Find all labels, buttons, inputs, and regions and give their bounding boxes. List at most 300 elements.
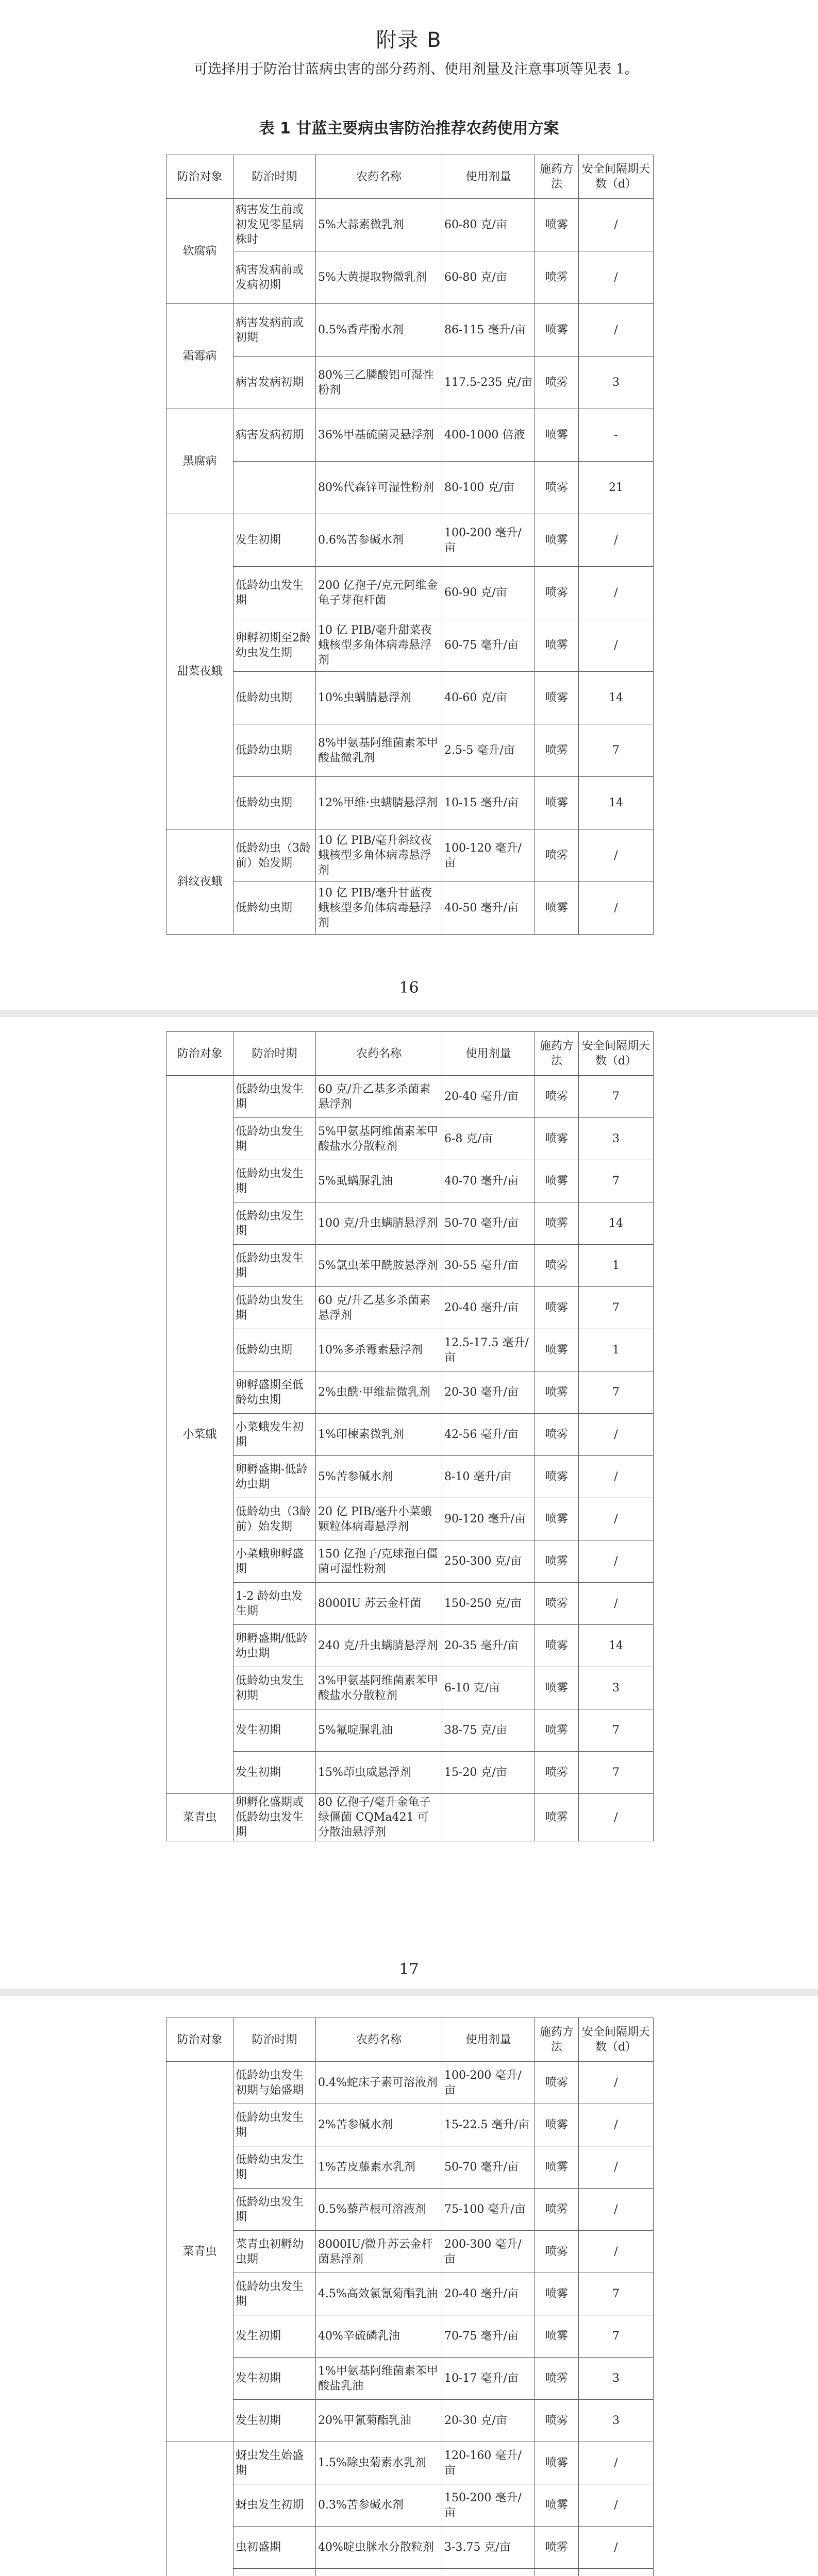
cell-dose: 20-35 毫升/亩 [442,1625,535,1667]
table-row [166,1540,654,1583]
cell-period: 发生初期 [233,514,316,567]
cell-dose: 6-10 克/亩 [442,1667,535,1709]
cell-interval: / [579,2442,654,2484]
header-name: 农药名称 [316,155,442,199]
cell-interval: 21 [579,462,654,514]
cell-target: 霜霉病 [166,304,233,409]
cell-period: 虫初盛期 [233,2527,316,2569]
header-period: 防治时期 [233,155,316,199]
table-row [166,1118,654,1160]
cell-method: 喷雾 [535,1160,579,1202]
page-separator [0,1989,818,1996]
cell-interval: / [579,251,654,304]
cell-period [233,2569,316,2576]
table-row [166,1160,654,1202]
cell-interval: 7 [579,1287,654,1329]
table-row [166,1371,654,1414]
table-row [166,2315,654,2358]
cell-method: 喷雾 [535,2442,579,2484]
cell-dose: 20-30 毫升/亩 [442,1371,535,1414]
cell-method: 喷雾 [535,199,579,251]
cell-interval: / [579,199,654,251]
cell-method: 喷雾 [535,882,579,935]
cell-interval: 14 [579,777,654,829]
cell-dose: 400-1000 倍液 [442,409,535,462]
cell-target: 斜纹夜蛾 [166,829,233,935]
cell-dose: 75-100 毫升/亩 [442,2189,535,2231]
cell-dose: 150-250 克/亩 [442,1583,535,1625]
cell-name: 1.5%除虫菊素水乳剂 [316,2442,442,2484]
cell-period: 菜青虫初孵幼虫期 [233,2231,316,2273]
cell-method: 喷雾 [535,304,579,357]
page-2 [0,1017,818,1944]
intro-paragraph: 可选择用于防治甘蓝病虫害的部分药剂、使用剂量及注意事项等见表 1。 [194,61,639,77]
cell-name: 8000IU 苏云金杆菌 [316,1583,442,1625]
cell-interval: 7 [579,1371,654,1414]
cell-name: 1%印楝素微乳剂 [316,1414,442,1456]
cell-interval: / [579,2146,654,2189]
cell-name: 1%苦皮藤素水乳剂 [316,2146,442,2189]
cell-period: 低龄幼虫期 [233,882,316,935]
cell-method: 喷雾 [535,357,579,409]
cell-name: 10%多杀霉素悬浮剂 [316,1329,442,1371]
table-row [166,2358,654,2400]
cell-period: 低龄幼虫期 [233,724,316,777]
cell-interval: / [579,2231,654,2273]
cell-interval: / [579,619,654,672]
cell-name: 40%辛硫磷乳油 [316,2315,442,2358]
header-name: 农药名称 [316,1032,442,1076]
cell-target: 小菜蛾 [166,1076,233,1794]
cell-name: 0.4%蛇床子素可溶液剂 [316,2062,442,2104]
cell-interval: 7 [579,1752,654,1794]
cell-interval: / [579,2104,654,2146]
cell-method: 喷雾 [535,1709,579,1752]
cell-dose: 15-20 克/亩 [442,1752,535,1794]
cell-period [233,462,316,514]
table-row [166,672,654,724]
cell-interval: / [579,1583,654,1625]
cell-period: 病害发生前或初发见零星病株时 [233,199,316,251]
cell-dose: 200-300 毫升/亩 [442,2231,535,2273]
cell-period: 发生初期 [233,2358,316,2400]
cell-period: 发生初期 [233,1709,316,1752]
cell-name: 0.6%苦参碱水剂 [316,514,442,567]
cell-dose: 86-115 毫升/亩 [442,304,535,357]
cell-name: 10 亿 PIB/毫升斜纹夜蛾核型多角体病毒悬浮剂 [316,829,442,882]
cell-interval: 7 [579,2315,654,2358]
cell-period: 1-2 龄幼虫发生期 [233,1583,316,1625]
cell-target: 黑腐病 [166,409,233,514]
table-row [166,2146,654,2189]
header-dose: 使用剂量 [442,2018,535,2062]
cell-dose: 100-120 毫升/亩 [442,829,535,882]
header-target: 防治对象 [166,2018,233,2062]
header-interval: 安全间隔期天数（d） [579,155,654,199]
table-row [166,2400,654,2442]
header-target: 防治对象 [166,1032,233,1076]
cell-name: 0.5%藜芦根可溶液剂 [316,2189,442,2231]
cell-target: 甜菜夜蛾 [166,514,233,829]
cell-period: 低龄幼虫发生期 [233,2104,316,2146]
cell-method: 喷雾 [535,1371,579,1414]
cell-period: 低龄幼虫发生期 [233,1118,316,1160]
cell-period: 低龄幼虫发生期 [233,1245,316,1287]
header-method: 施药方法 [535,155,579,199]
cell-interval: 3 [579,357,654,409]
cell-name: 4.5%高效氯氰菊酯乳油 [316,2273,442,2315]
cell-dose: 8-10 毫升/亩 [442,1456,535,1498]
table-row [166,2442,654,2484]
cell-name: 5%大黄提取物微乳剂 [316,251,442,304]
cell-method: 喷雾 [535,2315,579,2358]
table-row [166,1329,654,1371]
table-row [166,882,654,935]
table-row [166,829,654,882]
cell-name: 150 亿孢子/克球孢白僵菌可湿性粉剂 [316,1540,442,1583]
cell-dose: 70-75 毫升/亩 [442,2315,535,2358]
header-period: 防治时期 [233,2018,316,2062]
cell-method: 喷雾 [535,2189,579,2231]
cell-name: 10 亿 PIB/毫升甘蓝夜蛾核型多角体病毒悬浮剂 [316,882,442,935]
cell-method: 喷雾 [535,619,579,672]
table-row [166,1794,654,1841]
cell-period: 低龄幼虫发生初期 [233,1667,316,1709]
table-row [166,2231,654,2273]
cell-dose: 12.5-17.5 毫升/亩 [442,1329,535,1371]
pesticide-table-page-3 [166,2018,654,2576]
cell-dose: 60-80 克/亩 [442,251,535,304]
cell-dose: 20-40 毫升/亩 [442,1287,535,1329]
page-separator [0,1010,818,1017]
cell-method: 喷雾 [535,1245,579,1287]
cell-period: 低龄幼虫发生期 [233,2146,316,2189]
cell-name: 5%大蒜素微乳剂 [316,199,442,251]
cell-interval: / [579,567,654,619]
cell-interval: 3 [579,2400,654,2442]
table-row [166,1287,654,1329]
cell-name: 2%虫酰·甲维盐微乳剂 [316,1371,442,1414]
cell-dose: 90-120 毫升/亩 [442,1498,535,1540]
cell-period: 低龄幼虫发生期 [233,1287,316,1329]
header-interval: 安全间隔期天数（d） [579,2018,654,2062]
cell-method: 喷雾 [535,409,579,462]
cell-period: 低龄幼虫期 [233,672,316,724]
cell-interval: / [579,1414,654,1456]
header-period: 防治时期 [233,1032,316,1076]
cell-dose: 50-70 毫升/亩 [442,2146,535,2189]
table-row [166,2273,654,2315]
cell-period: 发生初期 [233,2400,316,2442]
cell-name: 100 克/升虫螨腈悬浮剂 [316,1202,442,1245]
cell-dose: 3-3.75 克/亩 [442,2527,535,2569]
cell-interval: 7 [579,2273,654,2315]
cell-period: 病害发病初期 [233,409,316,462]
cell-method: 喷雾 [535,1752,579,1794]
cell-method: 喷雾 [535,724,579,777]
pesticide-table-page-2 [166,1031,654,1841]
cell-name: 10%虫螨腈悬浮剂 [316,672,442,724]
cell-method: 喷雾 [535,1076,579,1118]
cell-name: 80 亿孢子/毫升金龟子绿僵菌 CQMa421 可分散油悬浮剂 [316,1794,442,1841]
cell-name: 8%甲氨基阿维菌素苯甲酸盐微乳剂 [316,724,442,777]
cell-name: 0.3%苦参碱水剂 [316,2484,442,2527]
cell-name: 5%苦参碱水剂 [316,1456,442,1498]
header-dose: 使用剂量 [442,155,535,199]
cell-interval: / [579,2062,654,2104]
cell-interval: - [579,409,654,462]
cell-interval: / [579,514,654,567]
table-row [166,357,654,409]
cell-interval: 7 [579,1709,654,1752]
table-row [166,514,654,567]
cell-period: 蚜虫发生始盛期 [233,2442,316,2484]
header-name: 农药名称 [316,2018,442,2062]
table-row [166,2062,654,2104]
cell-dose: 50-70 毫升/亩 [442,1202,535,1245]
cell-dose: 2.5-5 毫升/亩 [442,724,535,777]
table-row [166,1709,654,1752]
cell-name: 15%茚虫威悬浮剂 [316,1752,442,1794]
cell-dose: 15-22.5 毫升/亩 [442,2104,535,2146]
cell-method: 喷雾 [535,2400,579,2442]
table-row [166,462,654,514]
cell-method: 喷雾 [535,514,579,567]
cell-period: 小菜蛾发生初期 [233,1414,316,1456]
cell-period: 病害发病初期 [233,357,316,409]
table-row [166,1414,654,1456]
cell-dose: 60-75 毫升/亩 [442,619,535,672]
cell-dose: 100-200 毫升/亩 [442,2062,535,2104]
cell-period: 低龄幼虫发生期 [233,1160,316,1202]
cell-period: 低龄幼虫期 [233,777,316,829]
cell-name: 5%氟啶脲乳油 [316,1709,442,1752]
table-row [166,619,654,672]
cell-dose: 20-40 毫升/亩 [442,1076,535,1118]
pesticide-table-page-1 [166,155,654,935]
cell-period: 卵孵盛期/低龄幼虫期 [233,1625,316,1667]
cell-interval [579,2569,654,2576]
cell-method: 喷雾 [535,2527,579,2569]
cell-interval: 14 [579,1625,654,1667]
cell-interval: / [579,2527,654,2569]
cell-interval: 3 [579,2358,654,2400]
cell-interval: / [579,1456,654,1498]
table-header-row [166,155,654,199]
table-row [166,251,654,304]
cell-name: 5%甲氨基阿维菌素苯甲酸盐水分散粒剂 [316,1118,442,1160]
cell-method: 喷雾 [535,1118,579,1160]
cell-dose: 10-15 毫升/亩 [442,777,535,829]
cell-name: 200 亿孢子/克元阿维金龟子芽孢杆菌 [316,567,442,619]
cell-dose [442,2569,535,2576]
cell-dose [442,1794,535,1841]
cell-period: 低龄幼虫发生期 [233,1202,316,1245]
table-row [166,1752,654,1794]
cell-method: 喷雾 [535,2231,579,2273]
table-header-row [166,1032,654,1076]
cell-method: 喷雾 [535,251,579,304]
cell-interval: / [579,829,654,882]
page-number-17: 17 [399,1960,419,1978]
cell-interval: / [579,1498,654,1540]
cell-interval: 7 [579,724,654,777]
cell-method: 喷雾 [535,1667,579,1709]
header-target: 防治对象 [166,155,233,199]
table-row [166,1245,654,1287]
cell-name: 20%甲氰菊酯乳油 [316,2400,442,2442]
header-dose: 使用剂量 [442,1032,535,1076]
cell-name: 240 克/升虫螨腈悬浮剂 [316,1625,442,1667]
cell-name: 20 亿 PIB/毫升小菜蛾颗粒体病毒悬浮剂 [316,1498,442,1540]
cell-name: 5%氯虫苯甲酰胺悬浮剂 [316,1245,442,1287]
cell-interval: 7 [579,1160,654,1202]
cell-name [316,2569,442,2576]
cell-dose: 40-70 毫升/亩 [442,1160,535,1202]
cell-method: 喷雾 [535,829,579,882]
cell-interval: 1 [579,1329,654,1371]
cell-method: 喷雾 [535,1498,579,1540]
cell-dose: 38-75 克/亩 [442,1709,535,1752]
header-method: 施药方法 [535,2018,579,2062]
cell-interval: / [579,1540,654,1583]
table-row [166,199,654,251]
cell-dose: 40-50 毫升/亩 [442,882,535,935]
page-number-16: 16 [399,979,419,997]
table-header-row [166,2018,654,2062]
table-row [166,1076,654,1118]
cell-method: 喷雾 [535,672,579,724]
cell-dose: 117.5-235 克/亩 [442,357,535,409]
cell-period: 低龄幼虫发生期 [233,2189,316,2231]
cell-interval: / [579,304,654,357]
cell-period: 病害发病前或初期 [233,304,316,357]
cell-period: 卵孵化盛期或低龄幼虫发生期 [233,1794,316,1841]
cell-name: 8000IU/微升苏云金杆菌悬浮剂 [316,2231,442,2273]
table-row [166,2484,654,2527]
cell-name: 36%甲基硫菌灵悬浮剂 [316,409,442,462]
cell-name: 60 克/升乙基多杀菌素悬浮剂 [316,1076,442,1118]
cell-method: 喷雾 [535,567,579,619]
cell-method: 喷雾 [535,2484,579,2527]
table-row [166,409,654,462]
table-row [166,1456,654,1498]
cell-dose: 250-300 克/亩 [442,1540,535,1583]
header-interval: 安全间隔期天数（d） [579,1032,654,1076]
cell-period: 低龄幼虫发生期 [233,1076,316,1118]
cell-dose: 100-200 毫升/亩 [442,514,535,567]
table-caption: 表 1 甘蓝主要病虫害防治推荐农药使用方案 [259,120,559,138]
cell-method: 喷雾 [535,1625,579,1667]
cell-name: 1%甲氨基阿维菌素苯甲酸盐乳油 [316,2358,442,2400]
cell-dose: 6-8 克/亩 [442,1118,535,1160]
table-row [166,1202,654,1245]
cell-interval: 1 [579,1245,654,1287]
table-row [166,2104,654,2146]
cell-interval: 14 [579,1202,654,1245]
cell-period: 低龄幼虫发生初期与始盛期 [233,2062,316,2104]
cell-dose: 80-100 克/亩 [442,462,535,514]
cell-name: 80%三乙膦酸铝可湿性粉剂 [316,357,442,409]
cell-method: 喷雾 [535,1329,579,1371]
cell-name: 10 亿 PIB/毫升甜菜夜蛾核型多角体病毒悬浮剂 [316,619,442,672]
cell-target: 菜青虫 [166,1794,233,1841]
cell-dose: 150-200 毫升/亩 [442,2484,535,2527]
cell-period: 卵孵初期至2龄幼虫发生期 [233,619,316,672]
header-method: 施药方法 [535,1032,579,1076]
cell-dose: 10-17 毫升/亩 [442,2358,535,2400]
cell-name: 80%代森锌可湿性粉剂 [316,462,442,514]
table-row [166,777,654,829]
cell-method: 喷雾 [535,777,579,829]
table-row [166,1625,654,1667]
table-row [166,304,654,357]
cell-interval: / [579,1794,654,1841]
cell-method: 喷雾 [535,1287,579,1329]
cell-dose: 60-80 克/亩 [442,199,535,251]
cell-interval: 14 [579,672,654,724]
cell-period: 小菜蛾卵孵盛期 [233,1540,316,1583]
cell-method: 喷雾 [535,1202,579,1245]
page-3 [0,1996,818,2576]
cell-method: 喷雾 [535,2273,579,2315]
page-1 [0,0,818,997]
table-row [166,2527,654,2569]
cell-target: 菜青虫 [166,2062,233,2442]
cell-method: 喷雾 [535,2104,579,2146]
cell-target [166,2442,233,2576]
cell-method: 喷雾 [535,1583,579,1625]
cell-name: 5%虱螨脲乳油 [316,1160,442,1202]
cell-method: 喷雾 [535,1540,579,1583]
cell-period: 蚜虫发生初期 [233,2484,316,2527]
cell-period: 病害发病前或发病初期 [233,251,316,304]
cell-period: 发生初期 [233,2315,316,2358]
cell-period: 低龄幼虫发生期 [233,2273,316,2315]
cell-method: 喷雾 [535,462,579,514]
cell-target: 软腐病 [166,199,233,304]
table-row [166,1498,654,1540]
cell-dose: 60-90 克/亩 [442,567,535,619]
cell-dose: 30-55 毫升/亩 [442,1245,535,1287]
cell-name: 3%甲氨基阿维菌素苯甲酸盐水分散粒剂 [316,1667,442,1709]
cell-period: 卵孵盛期至低龄幼虫期 [233,1371,316,1414]
cell-method: 喷雾 [535,2062,579,2104]
cell-interval: / [579,2484,654,2527]
cell-name: 60 克/升乙基多杀菌素悬浮剂 [316,1287,442,1329]
cell-name: 12%甲维·虫螨腈悬浮剂 [316,777,442,829]
cell-interval: 3 [579,1118,654,1160]
cell-method: 喷雾 [535,2358,579,2400]
cell-dose: 40-60 克/亩 [442,672,535,724]
cell-method: 喷雾 [535,1794,579,1841]
table-row [166,724,654,777]
cell-dose: 20-30 克/亩 [442,2400,535,2442]
cell-period: 低龄幼虫期 [233,1329,316,1371]
cell-dose: 20-40 毫升/亩 [442,2273,535,2315]
cell-period: 低龄幼虫发生期 [233,567,316,619]
table-row [166,2189,654,2231]
cell-interval: / [579,882,654,935]
cell-name: 2%苦参碱水剂 [316,2104,442,2146]
cell-period: 发生初期 [233,1752,316,1794]
cell-interval: / [579,2189,654,2231]
cell-interval: 7 [579,1076,654,1118]
cell-dose: 120-160 毫升/亩 [442,2442,535,2484]
cell-period: 低龄幼虫（3龄前）始发期 [233,829,316,882]
cell-name: 0.5%香芹酚水剂 [316,304,442,357]
cell-period: 低龄幼虫（3龄前）始发期 [233,1498,316,1540]
